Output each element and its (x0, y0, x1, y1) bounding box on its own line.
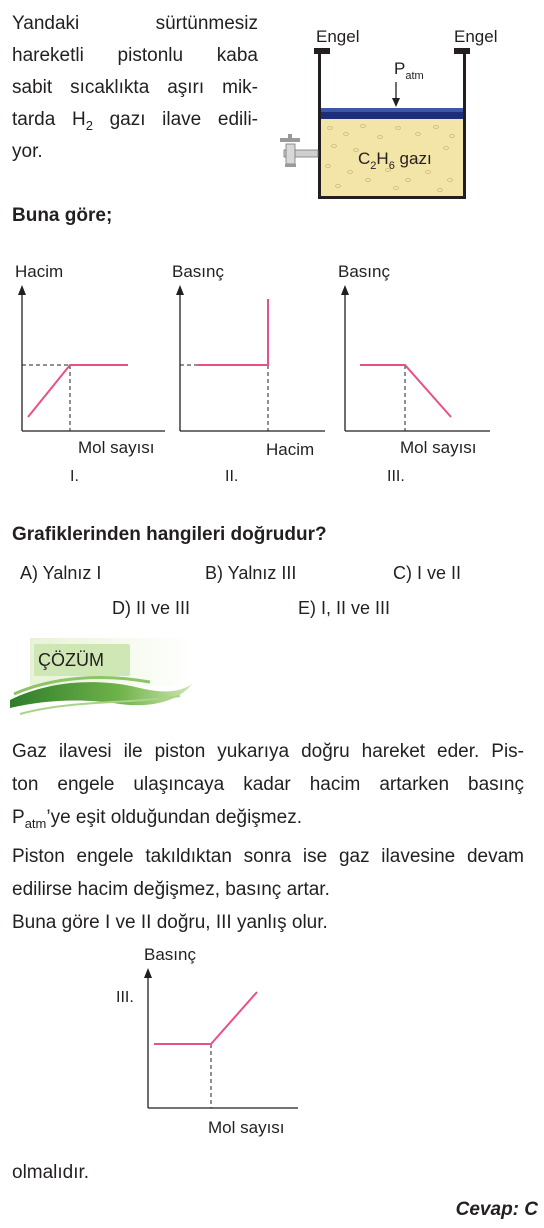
closing-text: olmalıdır. (12, 1162, 90, 1183)
solution-line: Gaz ilavesi ile piston yukarıya doğru hareket eder. Pis- (12, 741, 524, 762)
option-a[interactable]: A) Yalnız I (20, 563, 102, 583)
graph-i (0, 255, 170, 490)
question-line: hareketli pistonlu kaba (12, 45, 258, 66)
arrow-up-icon (144, 968, 152, 978)
prompt-text: Buna göre; (12, 205, 113, 226)
piston-container-figure (268, 20, 540, 210)
question-line: yor. (12, 141, 43, 162)
arrow-up-icon (176, 285, 184, 295)
question-line: sabit sıcaklıkta aşırı mik- (12, 77, 258, 98)
graph-i-curve (28, 365, 128, 417)
question-line: Yandaki sürtünmesiz (12, 13, 258, 34)
graph-ii-roman: II. (225, 468, 239, 485)
graph-iii (330, 255, 500, 490)
stopper-left (314, 48, 330, 54)
solution-text (12, 735, 524, 939)
solution-line: edilirse hacim değişmez, basınç artar. (12, 879, 330, 900)
solution-graph-xlabel: Mol sayısı (208, 1118, 285, 1137)
graph-i-roman: I. (70, 468, 79, 485)
gas-region (321, 118, 463, 196)
graph-ii-curve (198, 299, 268, 365)
answer-text: Cevap: C (455, 1199, 538, 1220)
arrow-up-icon (341, 285, 349, 295)
solution-line: $P_{atm}’ye$ eşit olduğundan değişmez. (12, 807, 302, 831)
valve-icon (280, 134, 318, 167)
engel-left-label: Engel (316, 27, 360, 46)
patm-label: $P_{atm}$ (394, 59, 424, 82)
solution-graph (110, 940, 330, 1140)
solution-line: Buna göre I ve II doğru, III yanlış olur. (12, 912, 328, 933)
gas-label: $C_2H_6$ gazı (358, 149, 432, 172)
solution-graph-ylabel: Basınç (144, 945, 196, 964)
engel-right-label: Engel (454, 27, 498, 46)
graph-i-ylabel: Hacim (15, 262, 64, 281)
question-line: tarda $H_2$ gazı ilave edili- (12, 109, 258, 133)
solution-badge: ÇÖZÜM (38, 650, 104, 670)
question-text (12, 8, 258, 168)
solution-graph-curve (154, 992, 257, 1044)
solution-line: Piston engele takıldıktan sonra ise gaz ilavesine devam (12, 846, 524, 867)
arrow-up-icon (18, 285, 26, 295)
graph-iii-xlabel: Mol sayısı (400, 438, 477, 457)
graph-ii (165, 255, 335, 490)
option-b[interactable]: B) Yalnız III (205, 563, 297, 583)
graph-iii-roman: III. (387, 468, 405, 485)
solution-line: ton engele ulaşıncaya kadar hacim artarken basınç (12, 774, 524, 795)
solution-graph-roman: III. (116, 989, 134, 1006)
option-e[interactable]: E) I, II ve III (298, 598, 391, 618)
question-ask: Grafiklerinden hangileri doğrudur? (12, 524, 327, 545)
arrow-down-icon (392, 98, 400, 107)
graph-ii-xlabel: Hacim (266, 440, 315, 459)
graph-ii-ylabel: Basınç (172, 262, 224, 281)
option-d[interactable]: D) II ve III (112, 598, 191, 618)
graph-i-xlabel: Mol sayısı (78, 438, 155, 457)
option-c[interactable]: C) I ve II (393, 563, 462, 583)
stopper-right (454, 48, 470, 54)
graph-iii-ylabel: Basınç (338, 262, 390, 281)
